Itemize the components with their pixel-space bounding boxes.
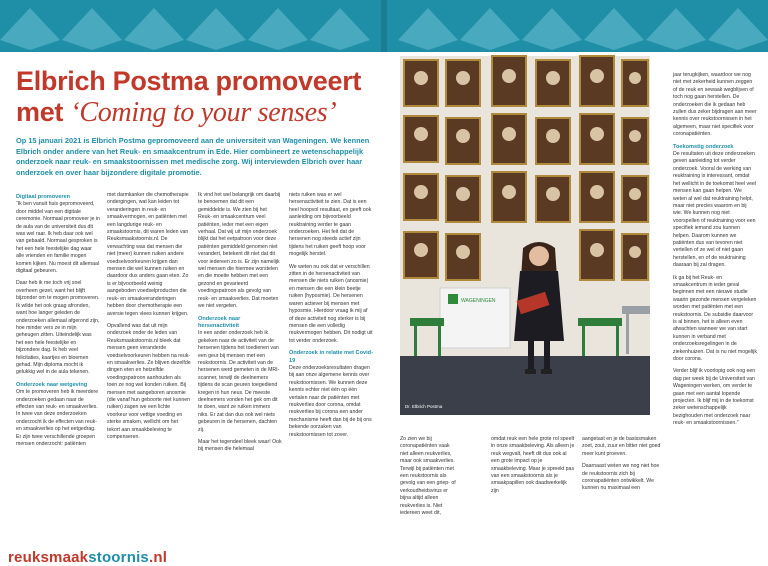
section-heading: Digitaal promoveren — [16, 194, 71, 200]
sign-text: WAGENINGEN — [461, 298, 496, 304]
paragraph: Maar het tegendeel bleek waar! Ook bij mensen die helemaal — [198, 439, 282, 453]
right-page — [384, 52, 768, 543]
column-2 — [107, 192, 191, 542]
logo-part-1: reuksmaak — [8, 549, 89, 566]
top-banner — [0, 0, 768, 52]
paragraph: Ik ga bij het Reuk- en smaakcentrum in ieder geval beginnen met een nieuwe studie waarin gezonde mensen vergeleken worden met patiënten met een reukstoornis. De subsidie daarvoor is al binnen, het is alleen even afwachten wanneer we van start kunnen in verband met onderzoeksregelingen in de ziekenhuizen. Dat is nu niet mogelijk door corona. — [673, 274, 757, 363]
paragraph: Deze onderzoeksresultaten dragen bij aan onze algemene kennis over reukstoornissen. We kunnen deze kennis echter niet één op één vertalen naar de patiënten met reukverlies door corona, omdat reukverlies bij corona een ander mechanisme heeft dan bij de bij ons bekende oorzaken van reukstoornissen tot zover. — [289, 364, 372, 438]
paragraph: Zo zien we bij coronapatiënten vaak niet alleen reukverlies, maar ook smaakverlies. Terwijl bij patiënten met een reukstoornis als gevolg van een griep- of verkoudheidsvirus er bijna altijd alleen reukverlies is. Niet iedereen weet dit, — [400, 436, 456, 517]
paragraph: De resultaten uit deze onderzoeken geven aanleiding tot verder onderzoek. Vooral de werking van reuktraining is interessant, omdat het wellicht in de toekomst heel veel mensen kan gaan helpen. We weten al wel dat reuktraining helpt, maar niet precies waarom en bij wie. We kunnen nog niet voorspellen of reuktraining voor een specifiek iemand zou kunnen helpen. Daarom kunnen we patiënten dus van tevoren niet vertellen of ze wel of niet gaan herstellen, en of de reuktraining daaraan bij zal dragen. — [673, 151, 757, 269]
paragraph: In een ander onderzoek heb ik gekeken naar de activiteit van de hersenen tijdens het toedienen van een geur bij mensen met een reukstoornis. De activiteit van de hersenen werd gemeten in de MRI-scanner, terwijl de deelnemers tijdens de scan geuren toegediend kregen in hun neus. De meeste deelnemers vonden het gek om dit te doen, want ze ruiken immers niks. Er zat dan dus ook wel niets gebeuren in de hersenen, dachten zij. — [198, 330, 280, 433]
paragraph: Ik vind het wel belangrijk om daarbij te benoemen dat dit een gemiddelde is. We zien bij het Reuk- en smaakcentrum veel patiënten, ieder met een eigen verhaal. Dat wij uit mijn onderzoek blijkt dat het eetpatroon voor deze patiënten gemiddeld genomen niet verandert, betekent dit niet dat dit voor iedereen zo is. Er zijn namelijk wel mensen die hiermee worstelen en die moeite hebben met een gezond en gevarieerd voedingspatroon als gevolg van reuk- en smaakverlies. Dat moeten we niet vergeten. — [198, 192, 281, 310]
title-line-1: Elbrich Postma promoveert — [16, 66, 362, 96]
column-4 — [289, 192, 373, 542]
column-8 — [673, 72, 757, 537]
photo-caption: Dr. Elbrich Postma — [405, 404, 443, 409]
paragraph: Verder blijf ik voorlopig ook nog een dag per week bij de Universiteit van Wageningen werken, om verder te gaan met een aantal lopende projecten. Ik blijf mij in de toekomst zeker wetenschappelijk bezighouden met onderzoek naar reuk- en smaakstoornissen.” — [673, 368, 756, 427]
paragraph: Daarnaast weten we nog niet hoe de reukstoornis zich bij coronapatiënten ontwikkelt. We kunnen nu maximaal een — [582, 463, 660, 492]
section-heading: Onderzoek naar hersenactiviteit — [198, 315, 241, 329]
paragraph: “Ik ben vanuit huis gepromoveerd, door middel van een digitale ceremonie. Normaal promoveer je in de aula van de universiteit dus dit was wel raar. Ik heb daar ook wel van gebaald. Normaal gesproken is het een hele feestelijke dag waar alle vrienden en familie mogen komen kijken. Nu moest dit allemaal digitaal gebeuren. — [16, 201, 100, 275]
paragraph: Daar heb ik me toch vrij snel overheen gezet, want het blijft bijzonder om te mogen promoveren. Ik wilde het ook graag afronden, want hoe langer geleden de onderzoeken allemaal afgerond zijn, hoe minder vers ze in mijn geheugen zitten. Uiteindelijk was het een hele feestelijke en bijzondere dag. Ik heb veel felicitaties, kaartjes en bloemen gehad. Mijn diploma mocht ik gelukkig wel in de aula tekenen. — [16, 280, 100, 376]
column-6 — [491, 436, 575, 536]
paragraph: jaar terugkijken, waardoor we nog niet met zekerheid kunnen zeggen of de reuk en sewaak wegblijven of toch nog gaan herstellen. De onderzoeken die ik gedaan heb zullen dus zeker bijdragen aan meer kennis over reukstoornissen in het algemeen, maar niet specifiek voor coronapatiënten. — [673, 72, 757, 138]
paragraph: met darmkanker die chemotherapie ondergingen, wat kan leiden tot veranderingen in reuk- en smaakvermogen, en patiënten met een langdurige reuk- en smaakstoornis, dit waren leden van Reuksmaakstoornis.nl. De verwachting was dat mensen die niet (meer) kunnen ruiken andere voedselvoorkeuren krijgen dan mensen die wel kunnen ruiken en daardoor dus anders gaan eten. Zo is er bijvoorbeeld weinig aangeboden voedselproducten die reuk- en smaakveranderingen hebben door chemotherapie een aversie tegen vlees kunnen krijgen. — [107, 192, 189, 317]
paragraph: niets ruiken was er wel hersenactiviteit te zien. Dat is een heel hoopvol resultaat, en geeft ook aanleiding om bijvoorbeeld reuktraining verder te gaan onderzoeken. Het feit dat de hersenen nog steeds actief zijn tijdens het ruiken geeft hoop voor mogelijk herstel. — [289, 192, 372, 258]
banner-pattern — [0, 0, 768, 52]
section-heading: Onderzoek naar wetgeving — [16, 381, 88, 388]
paragraph: aangetast en je de basissmaken zoet, zout, zuur en bitter niet goed meer kunt proeven. — [582, 436, 661, 457]
portrait-photo — [400, 56, 650, 415]
logo-part-3: .nl — [148, 549, 168, 566]
title-line-2 — [16, 97, 376, 128]
paragraph: Om te promoveren heb ik meerdere onderzoeken gedaan naar de effecten van reuk- en smaakverlies. In twee van deze onderzoeken onderzocht ik de effecten van reuk- en smaakverlies op het eetgedrag. Er zijn twee verschillende groepen mensen onderzocht: patiënten — [16, 389, 99, 447]
left-page — [0, 52, 384, 566]
column-7 — [582, 436, 666, 536]
paragraph: Opvallend was dat uit mijn onderzoek onder de leden van Reuksmaakstoornis.nl bleek dat mensen geen veranderde voedselvoorkeuren hebben na reuk- en smaakverlies. Ze blijven dezelfde dingen eten en hetzelfde voedingspatroon aanhouden als toen ze nog wel konden ruiken. Bij mensen met aangeboren anosmie (die vanaf hun geboorte niet kunnen ruiken) zagen we een lichte voorkeur voor vettige voeding en sterke smaken, wellicht om het tekort aan smaakbeleving te compenseren. — [107, 322, 191, 440]
article-intro: Op 15 januari 2021 is Elbrich Postma gepromoveerd aan de universiteit van Wageningen. We kennen Elbrich onder andere van het Reuk- en smaakcentrum in Ede. Hier combineert ze wetenschappelijk onderzoek naar reuk- en smaakstoornissen met medische zorg. Wij interviewden Elbrich over haar onderzoek en over haar bijzondere digitale promotie. — [16, 136, 370, 177]
column-1 — [16, 192, 100, 542]
logo-part-2: stoornis — [88, 549, 149, 566]
photo-illustration — [400, 56, 650, 415]
title-line-2-italic: ‘Coming to your senses’ — [70, 97, 337, 128]
title-line-2-prefix: met — [16, 97, 71, 127]
section-heading: Toekomstig onderzoek — [673, 143, 734, 150]
article-title — [16, 66, 376, 128]
paragraph: We weten nu ook dat er verschillen zitten in de hersenactiviteit van mensen die niets ruiken (anosmie) en mensen die een klein beetje ruiken (hyposmie). De hersenen waren actiever bij mensen met hyposmie. Hierdoor vraag ik mij af of deze activiteit nog sterker is bij mensen die een volledig reukvermogen hebben. Dit nodigt uit tot verder onderzoek. — [289, 263, 373, 344]
column-3 — [198, 192, 282, 542]
site-logo[interactable] — [8, 549, 167, 566]
section-heading: Onderzoek in relatie met Covid-19 — [289, 350, 373, 364]
paragraph: omdat reuk een hele grote rol speelt in onze smaakbeleving. Als alleen je reuk wegvalt, heeft dit dus ook al een grote impact op je smaakbeleving. Maar je spreekt pas van een smaakstoornis als je smaakpapillen ook daadwerkelijk zijn — [491, 436, 575, 494]
column-5 — [400, 436, 458, 536]
